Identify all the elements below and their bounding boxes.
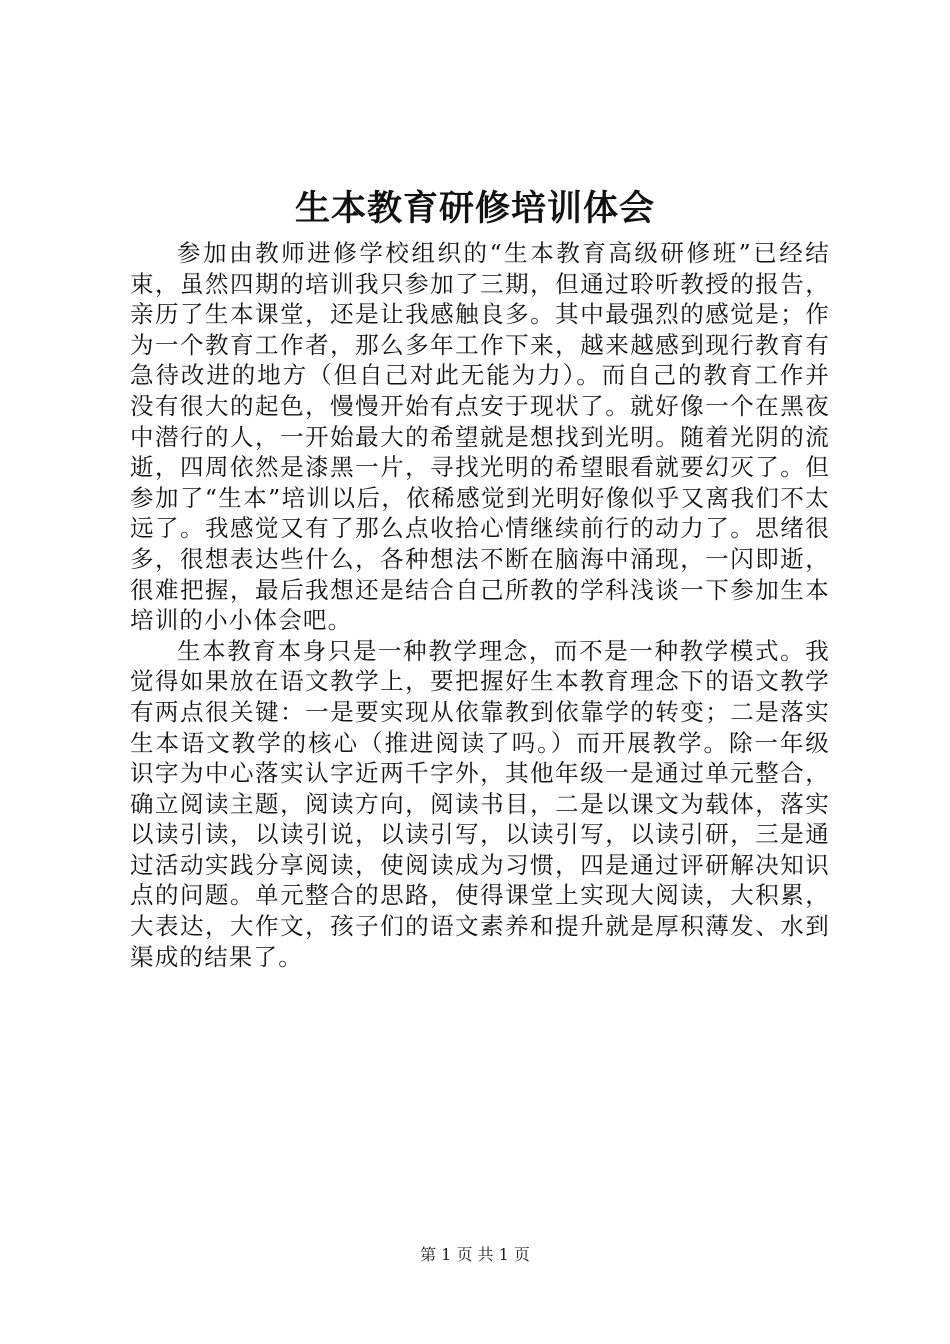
document-title: 生本教育研修培训体会 xyxy=(294,188,655,229)
page-footer: 第 1 页 共 1 页 xyxy=(420,1245,530,1264)
paragraph-1: 参加由教师进修学校组织的“生本教育高级研修班”已经结束，虽然四期的培训我只参加了三期，但通过聆听教授的报告，亲历了生本课堂，还是让我感触良多。其中最强烈的感觉是；作为一个教育工作者，那么多年工作下来，越来越感到现行教育有急待改进的地方（但自己对此无能为力）。而自己的教育工作并没有很大的起色，慢慢开始有点安于现状了。就好像一个在黑夜中潜行的人，一开始最大的希望就是想找到光明。随着光阴的流逝，四周依然是漆黑一片，寻找光明的希望眼看就要幻灭了。但参加了“生本”培训以后，依稀感觉到光明好像似乎又离我们不太远了。我感觉又有了那么点收拾心情继续前行的动力了。思绪很多，很想表达些什么，各种想法不断在脑海中涌现，一闪即逝，很难把握，最后我想还是结合自己所教的学科浅谈一下参加生本培训的小小体会吧。 xyxy=(130,239,830,635)
document-body xyxy=(130,238,830,972)
paragraph-2: 生本教育本身只是一种教学理念，而不是一种教学模式。我觉得如果放在语文教学上，要把握好生本教育理念下的语文教学有两点很关键：一是要实现从依靠教到依靠学的转变；二是落实生本语文教学的核心（推进阅读了吗。）而开展教学。除一年级识字为中心落实认字近两千字外，其他年级一是通过单元整合，确立阅读主题，阅读方向，阅读书目，二是以课文为载体，落实以读引读，以读引说，以读引写，以读引写，以读引研，三是通过活动实践分享阅读，使阅读成为习惯，四是通过评研解决知识点的问题。单元整合的思路，使得课堂上实现大阅读，大积累，大表达，大作文，孩子们的语文素养和提升就是厚积薄发、水到渠成的结果了。 xyxy=(130,636,830,971)
